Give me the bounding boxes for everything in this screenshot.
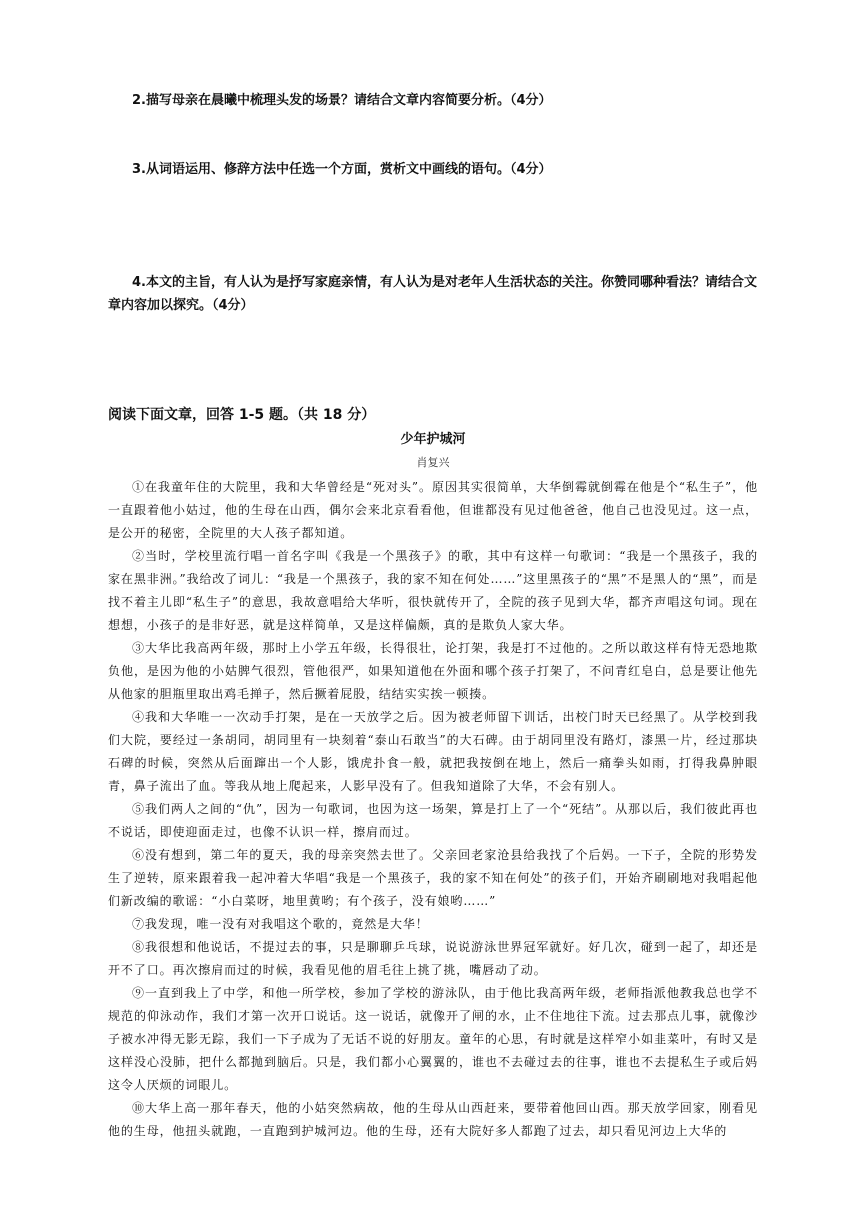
paragraph-2: ②当时，学校里流行唱一首名字叫《我是一个黑孩子》的歌，其中有这样一句歌词：“我是一个黑孩子，我的家在黑非洲。”我给改了词儿：“我是一个黑孩子，我的家不知在何处……”这里黑孩子的“黑”不是黑人的“黑”，而是找不着主儿即“私生子”的意思，我故意唱给大华听，很快就传开了，全院的孩子见到大华，都齐声唱这句词。现在想想，小孩子的是非好恶，就是这样简单，又是这样偏颇，真的是欺负人家大华。	[108, 549, 758, 632]
question-3: 3.从词语运用、修辞方法中任选一个方面，赏析文中画线的语句。（4分）	[132, 162, 552, 177]
article-body	[108, 476, 758, 1143]
paragraph-9: ⑨一直到我上了中学，和他一所学校，参加了学校的游泳队，由于他比我高两年级，老师指派他教我总也学不规范的仰泳动作，我们才第一次开口说话。这一说话，就像开了闸的水，止不住地往下流。过去那点儿事，就像沙子被水冲得无影无踪，我们一下子成为了无话不说的好朋友。童年的心思，有时就是这样窄小如韭菜叶，有时又是这样没心没肺，把什么都抛到脑后。只是，我们都小心翼翼的，谁也不去碰过去的往事，谁也不去提私生子或后妈这令人厌烦的词眼儿。	[108, 986, 758, 1092]
paragraph-1: ①在我童年住的大院里，我和大华曾经是“死对头”。原因其实很简单，大华倒霉就倒霉在他是个“私生子”，他一直跟着他小姑过，他的生母在山西，偶尔会来北京看看他，但谁都没有见过他爸爸，他自己也没见过。这一点，是公开的秘密，全院里的大人孩子都知道。	[108, 480, 758, 540]
reading-section-heading: 阅读下面文章，回答 1-5 题。（共 18 分）	[108, 407, 376, 423]
question-4: 4.本文的主旨，有人认为是抒写家庭亲情，有人认为是对老年人生活状态的关注。你赞同哪种看法？请结合文章内容加以探究。（4分）	[108, 275, 757, 313]
question-2: 2.描写母亲在晨曦中梳理头发的场景？请结合文章内容简要分析。（4分）	[132, 93, 552, 108]
paragraph-5: ⑤我们两人之间的“仇”，因为一句歌词，也因为这一场架，算是打上了一个“死结”。从那以后，我们彼此再也不说话，即使迎面走过，也像不认识一样，擦肩而过。	[108, 802, 758, 839]
paragraph-6: ⑥没有想到，第二年的夏天，我的母亲突然去世了。父亲回老家沧县给我找了个后妈。一下子，全院的形势发生了逆转，原来跟着我一起冲着大华唱“我是一个黑孩子，我的家不知在何处”的孩子们，开始齐刷刷地对我唱起他们新改编的歌谣：“小白菜呀，地里黄哟；有个孩子，没有娘哟……”	[108, 848, 758, 908]
article-title: 少年护城河	[400, 432, 466, 447]
paragraph-3: ③大华比我高两年级，那时上小学五年级，长得很壮，论打架，我是打不过他的。之所以敢这样有恃无恐地欺负他，是因为他的小姑脾气很烈，管他很严，如果知道他在外面和哪个孩子打架了，不问青红皂白，总是要让他先从他家的胆瓶里取出鸡毛掸子，然后撅着屁股，结结实实挨一顿揍。	[108, 641, 758, 701]
paragraph-7: ⑦我发现，唯一没有对我唱这个歌的，竟然是大华！	[132, 917, 429, 931]
article-author: 肖复兴	[416, 456, 450, 469]
paragraph-4: ④我和大华唯一一次动手打架，是在一天放学之后。因为被老师留下训话，出校门时天已经黑了。从学校到我们大院，要经过一条胡同，胡同里有一块刻着“泰山石敢当”的大石碑。由于胡同里没有路灯，漆黑一片，经过那块石碑的时候，突然从后面蹿出一个人影，饿虎扑食一般，就把我按倒在地上，然后一痛拳头如雨，打得我鼻肿眼青，鼻子流出了血。等我从地上爬起来，人影早没有了。但我知道除了大华，不会有别人。	[108, 710, 758, 793]
paragraph-8: ⑧我很想和他说话，不提过去的事，只是聊聊乒乓球，说说游泳世界冠军就好。好几次，碰到一起了，却还是开不了口。再次擦肩而过的时候，我看见他的眉毛往上挑了挑，嘴唇动了动。	[108, 940, 758, 977]
paragraph-10: ⑩大华上高一那年春天，他的小姑突然病故，他的生母从山西赶来，要带着他回山西。那天放学回家，刚看见他的生母，他扭头就跑，一直跑到护城河边。他的生母，还有大院好多人都跑了过去，却只看见河边上大华的	[108, 1101, 758, 1138]
